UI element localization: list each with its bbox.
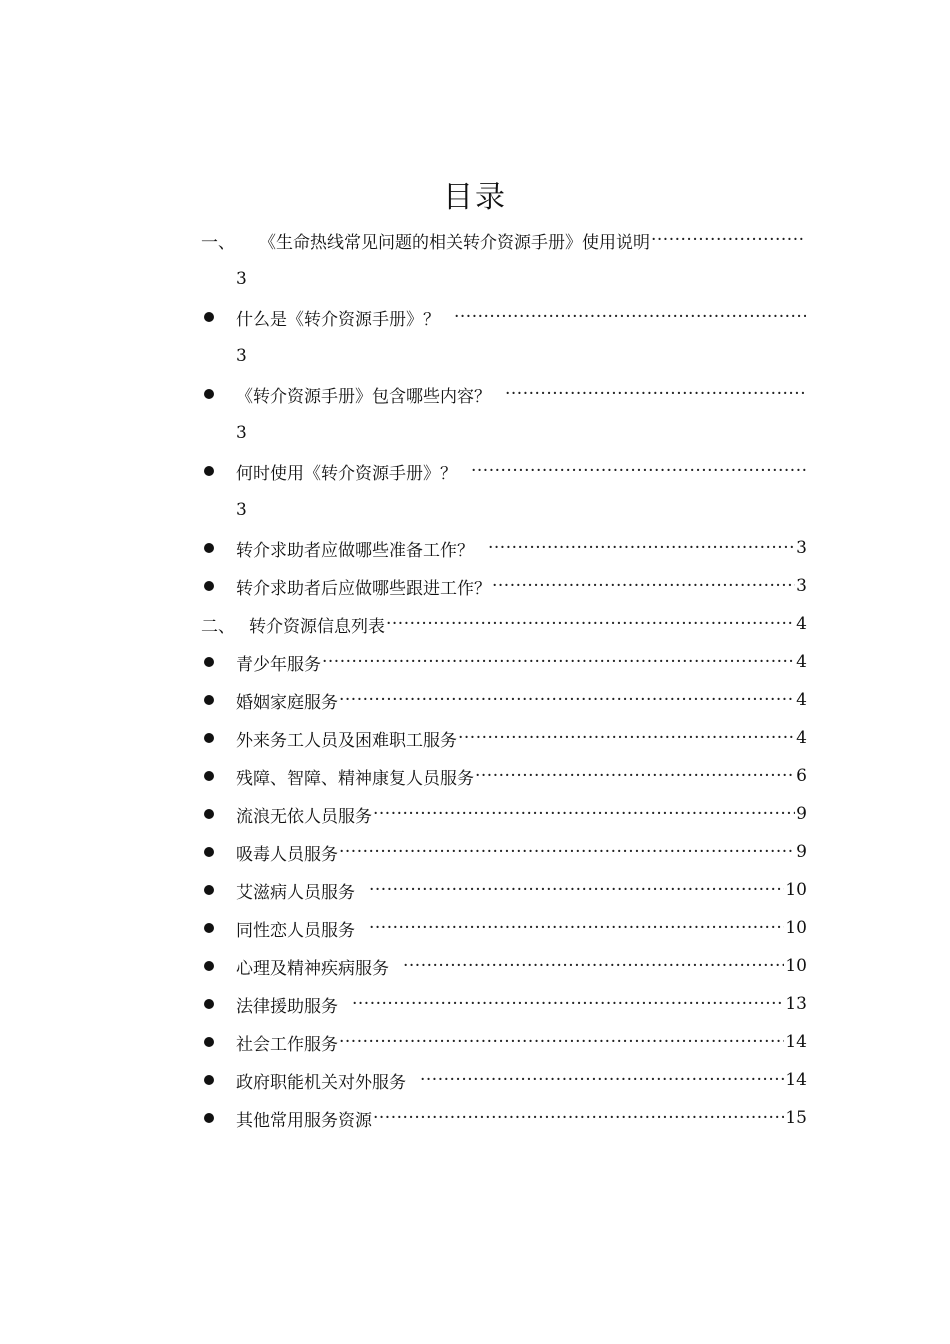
toc-entry-label: 吸毒人员服务: [236, 844, 338, 865]
toc-page-number: 3: [796, 576, 807, 596]
toc-page-number: 14: [785, 1070, 807, 1090]
toc-entry-label: 艾滋病人员服务: [236, 882, 355, 903]
toc-page-number: 3: [236, 499, 247, 520]
dot-leader: [651, 230, 806, 250]
toc-entry-label: 什么是《转介资源手册》？: [236, 309, 440, 330]
bullet-icon: [204, 466, 214, 476]
toc-page-number-row: [201, 413, 807, 452]
toc-page-number: 4: [796, 614, 807, 634]
dot-leader: [373, 804, 795, 824]
toc-entry-label: 青少年服务: [236, 654, 321, 675]
toc-entry[interactable]: [201, 947, 807, 985]
bullet-icon: [204, 999, 214, 1009]
bullet-icon: [204, 1113, 214, 1123]
toc-entry-label: 《生命热线常见问题的相关转介资源手册》使用说明: [259, 232, 650, 253]
toc-page-number: 10: [785, 918, 807, 938]
toc-entry[interactable]: [201, 795, 807, 833]
dot-leader: [471, 461, 806, 481]
toc-entry-label: 同性恋人员服务: [236, 920, 355, 941]
toc-entry-label: 其他常用服务资源: [236, 1110, 372, 1131]
toc-page-number: 15: [785, 1108, 807, 1128]
toc-page-number: 3: [236, 422, 247, 443]
toc-entry[interactable]: [201, 1061, 807, 1099]
bullet-icon: [204, 771, 214, 781]
toc-entry-label: 心理及精神疾病服务: [236, 958, 389, 979]
bullet-icon: [204, 657, 214, 667]
toc-entry[interactable]: [201, 909, 807, 947]
toc-entry-label: 转介求助者应做哪些准备工作？: [236, 540, 474, 561]
toc-entry[interactable]: [201, 985, 807, 1023]
toc-page-number: 14: [785, 1032, 807, 1052]
toc-entry-label: 转介求助者后应做哪些跟进工作？: [236, 578, 491, 599]
dot-leader: [369, 918, 784, 938]
toc-entry-label: 婚姻家庭服务: [236, 692, 338, 713]
bullet-icon: [204, 389, 214, 399]
toc-page-number: 13: [785, 994, 807, 1014]
toc-entry[interactable]: [201, 871, 807, 909]
toc-entry-label: 转介资源信息列表: [249, 616, 385, 637]
toc-entry-label: 社会工作服务: [236, 1034, 338, 1055]
toc-entry[interactable]: [201, 529, 807, 567]
bullet-icon: [204, 847, 214, 857]
toc-page-number: 9: [796, 842, 807, 862]
bullet-icon: [204, 312, 214, 322]
toc-entry-label: 《转介资源手册》包含哪些内容？: [236, 386, 491, 407]
toc-entry[interactable]: [201, 643, 807, 681]
dot-leader: [386, 614, 795, 634]
bullet-icon: [204, 543, 214, 553]
toc-entry[interactable]: [201, 605, 807, 643]
toc-page-number: 6: [796, 766, 807, 786]
toc-entry-label: 法律援助服务: [236, 996, 338, 1017]
toc-entry[interactable]: [201, 221, 807, 259]
toc-entry[interactable]: [201, 452, 807, 490]
dot-leader: [352, 994, 784, 1014]
dot-leader: [373, 1108, 784, 1128]
section-number: 一、: [201, 232, 235, 253]
dot-leader: [475, 766, 795, 786]
dot-leader: [322, 652, 795, 672]
toc-page-number-row: [201, 259, 807, 298]
section-number: 二、: [201, 616, 235, 637]
toc-entry[interactable]: [201, 298, 807, 336]
bullet-icon: [204, 581, 214, 591]
toc-entry[interactable]: [201, 567, 807, 605]
toc-page-number: 3: [236, 345, 247, 366]
bullet-icon: [204, 1075, 214, 1085]
toc-entry[interactable]: [201, 1023, 807, 1061]
toc-page-number: 10: [785, 956, 807, 976]
dot-leader: [339, 842, 795, 862]
toc-page-number: 4: [796, 690, 807, 710]
toc-page-number: 10: [785, 880, 807, 900]
bullet-icon: [204, 923, 214, 933]
toc-page-number-row: [201, 336, 807, 375]
dot-leader: [454, 307, 806, 327]
bullet-icon: [204, 961, 214, 971]
dot-leader: [339, 1032, 784, 1052]
dot-leader: [339, 690, 795, 710]
dot-leader: [458, 728, 795, 748]
toc-page-number-row: [201, 490, 807, 529]
toc-entry-label: 何时使用《转介资源手册》？: [236, 463, 457, 484]
bullet-icon: [204, 885, 214, 895]
toc-entry[interactable]: [201, 757, 807, 795]
toc-entry-label: 残障、智障、精神康复人员服务: [236, 768, 474, 789]
toc-entry[interactable]: [201, 833, 807, 871]
dot-leader: [492, 576, 795, 596]
page-title: 目录: [443, 180, 507, 215]
toc-page-number: 9: [796, 804, 807, 824]
dot-leader: [403, 956, 784, 976]
dot-leader: [505, 384, 806, 404]
toc-entry[interactable]: [201, 719, 807, 757]
bullet-icon: [204, 733, 214, 743]
table-of-contents: [201, 221, 807, 1137]
toc-entry[interactable]: [201, 1099, 807, 1137]
toc-page-number: 3: [796, 538, 807, 558]
toc-page-number: 4: [796, 652, 807, 672]
toc-entry[interactable]: [201, 681, 807, 719]
bullet-icon: [204, 1037, 214, 1047]
dot-leader: [420, 1070, 784, 1090]
toc-page-number: 3: [236, 268, 247, 289]
dot-leader: [369, 880, 784, 900]
toc-entry[interactable]: [201, 375, 807, 413]
toc-entry-label: 流浪无依人员服务: [236, 806, 372, 827]
toc-entry-label: 政府职能机关对外服务: [236, 1072, 406, 1093]
dot-leader: [488, 538, 795, 558]
bullet-icon: [204, 809, 214, 819]
bullet-icon: [204, 695, 214, 705]
toc-page-number: 4: [796, 728, 807, 748]
toc-entry-label: 外来务工人员及困难职工服务: [236, 730, 457, 751]
